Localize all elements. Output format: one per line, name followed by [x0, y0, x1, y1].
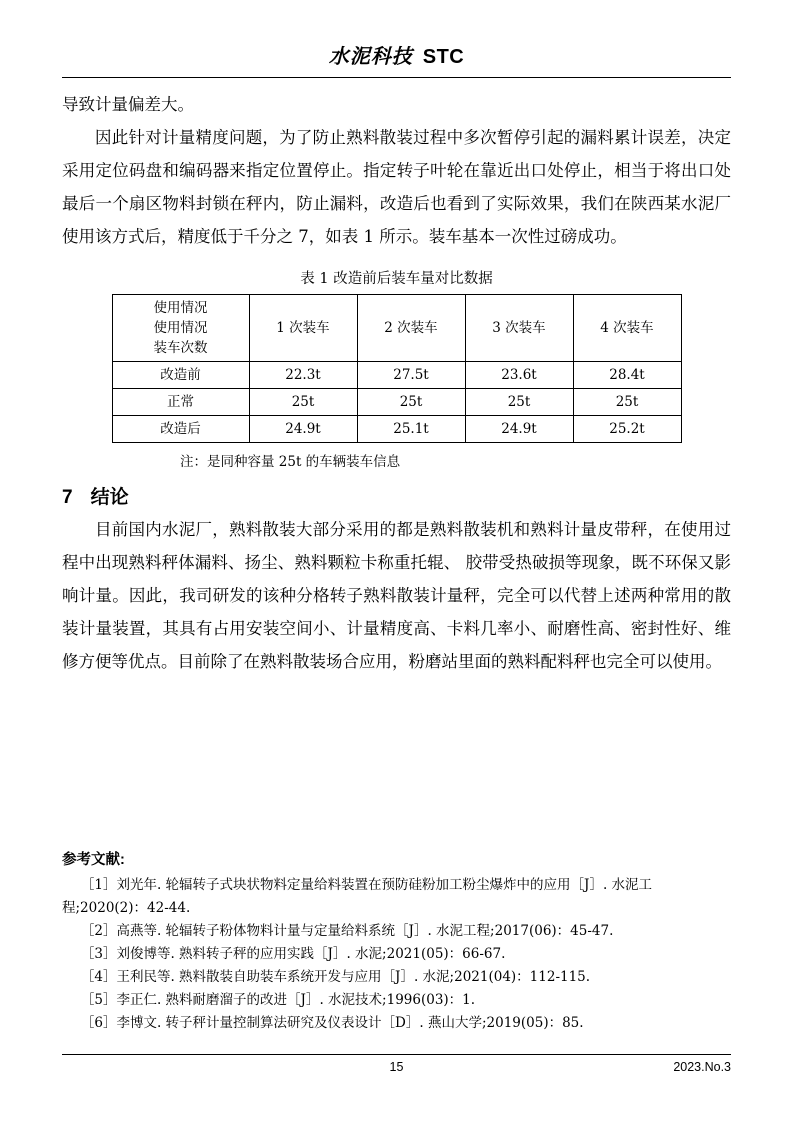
reference-item: ［3］刘俊博等. 熟料转子秤的应用实践［J］. 水泥;2021(05)：66-67. — [80, 946, 506, 962]
table-cell: 24.9t — [465, 416, 573, 443]
row-label: 改造后 — [112, 416, 249, 443]
reference-item: ［4］王利民等. 熟料散装自助装车系统开发与应用［J］. 水泥;2021(04)：112-115. — [80, 969, 591, 985]
references-section — [62, 848, 731, 1035]
issue-label: 2023.No.3 — [673, 1060, 731, 1074]
section-heading — [62, 482, 731, 509]
page-number: 15 — [389, 1060, 404, 1074]
table-header-row — [112, 295, 681, 362]
row-label: 改造前 — [112, 362, 249, 389]
table-cell: 23.6t — [465, 362, 573, 389]
reference-item: ［1］刘光年. 轮辐转子式块状物料定量给料装置在预防硅粉加工粉尘爆炸中的应用［J］. 水泥工程;2020(2)：42-44. — [62, 877, 653, 916]
table-cell: 25t — [249, 389, 357, 416]
header-divider — [62, 77, 731, 78]
section-title: 结论 — [90, 487, 129, 508]
table-cell: 28.4t — [573, 362, 681, 389]
table-caption: 表 1 改造前后装车量对比数据 — [300, 271, 493, 287]
table-corner-cell — [112, 295, 249, 362]
references-title: 参考文献: — [62, 852, 125, 868]
comparison-table — [112, 294, 682, 443]
column-header: 1 次装车 — [249, 295, 357, 362]
footer-divider — [62, 1054, 731, 1055]
table-note: 注：是同种容量 25t 的车辆装车信息 — [180, 454, 401, 470]
table-row — [112, 416, 681, 443]
table-cell: 25.2t — [573, 416, 681, 443]
column-header: 4 次装车 — [573, 295, 681, 362]
table-row — [112, 362, 681, 389]
column-header: 2 次装车 — [357, 295, 465, 362]
column-header: 3 次装车 — [465, 295, 573, 362]
table-cell: 25.1t — [357, 416, 465, 443]
running-header — [62, 40, 731, 75]
table-cell: 25t — [465, 389, 573, 416]
reference-item: ［2］高燕等. 轮辐转子粉体物料计量与定量给料系统［J］. 水泥工程;2017(06)：45-47. — [80, 923, 614, 939]
journal-title-en: STC — [422, 46, 465, 68]
paragraph-conclusion: 目前国内水泥厂，熟料散装大部分采用的都是熟料散装机和熟料计量皮带秤，在使用过程中出现熟料秤体漏料、扬尘、熟料颗粒卡称重托辊、 胶带受热破损等现象，既不环保又影响计量。因此，我司研发的该种分格转子熟料散装计量秤，完全可以代替上述两种常用的散装计量装置，其具有占用安装空间小、计量精度高、卡料几率小、耐磨性高、密封性好、维修方便等优点。目前除了在熟料散装场合应用，粉磨站里面的熟料配料秤也完全可以使用。 — [62, 520, 731, 671]
table-cell: 24.9t — [249, 416, 357, 443]
page-content — [62, 40, 731, 678]
row-label: 正常 — [112, 389, 249, 416]
journal-title-cn: 水泥科技 — [328, 44, 413, 68]
table-cell: 25t — [357, 389, 465, 416]
table-row — [112, 389, 681, 416]
corner-line-2: 使用情况 — [153, 320, 208, 336]
paragraph-1: 因此针对计量精度问题，为了防止熟料散装过程中多次暂停引起的漏料累计误差，决定采用定位码盘和编码器来指定位置停止。指定转子叶轮在靠近出口处停止，相当于将出口处最后一个扇区物料封锁在秤内，防止漏料，改造后也看到了实际效果，我们在陕西某水泥厂使用该方式后，精度低于千分之 7，如表 1 所示。装车基本一次性过磅成功。 — [62, 128, 731, 246]
table-cell: 22.3t — [249, 362, 357, 389]
reference-item: ［5］李正仁. 熟料耐磨溜子的改进［J］. 水泥技术;1996(03)：1. — [80, 992, 476, 1008]
corner-line-3: 装车次数 — [153, 340, 208, 356]
reference-item: ［6］李博文. 转子秤计量控制算法研究及仪表设计［D］. 燕山大学;2019(05)：85. — [80, 1015, 584, 1031]
table-cell: 27.5t — [357, 362, 465, 389]
corner-line-1: 使用情况 — [153, 300, 208, 316]
table-cell: 25t — [573, 389, 681, 416]
section-number: 7 — [62, 487, 73, 508]
paragraph-continuation: 导致计量偏差大。 — [62, 95, 194, 114]
